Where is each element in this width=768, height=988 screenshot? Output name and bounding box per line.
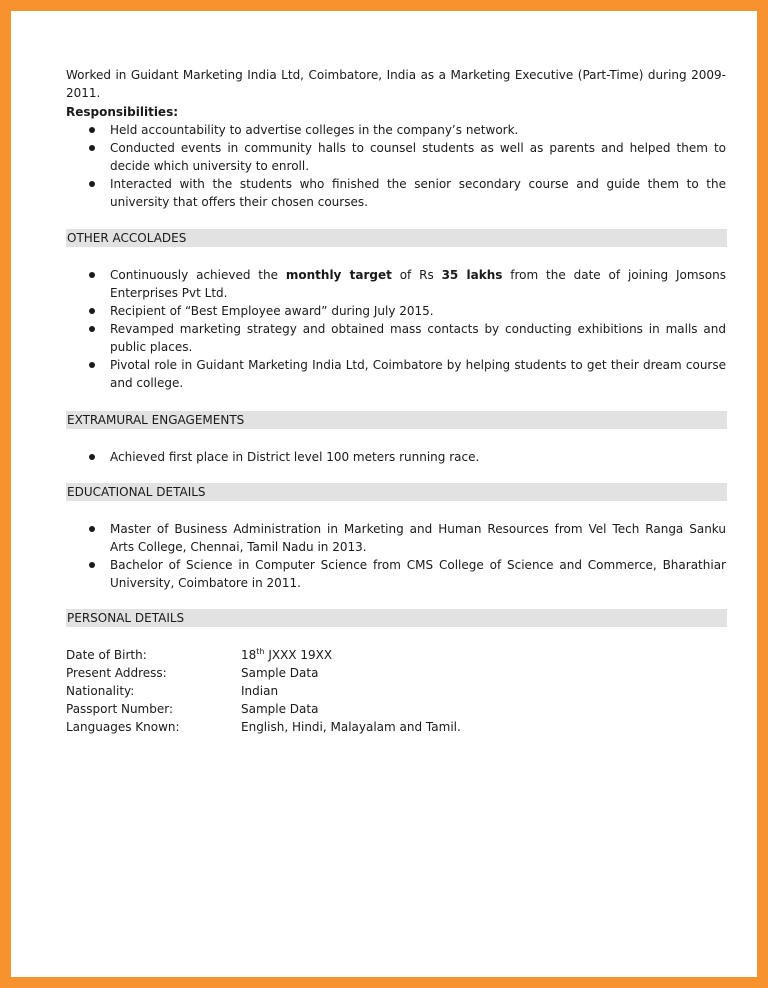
detail-value: Sample Data: [241, 666, 319, 680]
education-list: [66, 520, 726, 592]
list-item: Recipient of “Best Employee award” during July 2015.: [66, 302, 726, 320]
detail-row: [66, 682, 726, 700]
list-item: Conducted events in community halls to counsel students as well as parents and helped them to decide which university to enroll.: [66, 139, 726, 175]
detail-label: Nationality:: [66, 684, 135, 698]
detail-label: Languages Known:: [66, 720, 180, 734]
detail-value: Indian: [241, 684, 279, 698]
detail-row-dob: [66, 646, 726, 664]
bullet-icon: [89, 326, 95, 332]
detail-row: [66, 718, 726, 736]
responsibilities-list: [66, 121, 726, 211]
detail-label: Passport Number:: [66, 702, 174, 716]
list-item: Continuously achieved the monthly target of Rs 35 lakhs from the date of joining Jomsons Enterprises Pvt Ltd.: [66, 266, 726, 302]
detail-label: Date of Birth:: [66, 648, 147, 662]
section-heading-accolades: OTHER ACCOLADES: [66, 229, 727, 247]
detail-row: [66, 664, 726, 682]
detail-row: [66, 700, 726, 718]
bullet-icon: [89, 562, 95, 568]
section-heading-personal: PERSONAL DETAILS: [66, 609, 727, 627]
section-heading-education: EDUCATIONAL DETAILS: [66, 483, 727, 501]
list-item: Revamped marketing strategy and obtained mass contacts by conducting exhibitions in malls and public places.: [66, 320, 726, 356]
bullet-icon: [89, 145, 95, 151]
detail-value: 18th JXXX 19XX: [241, 647, 333, 662]
bullet-icon: [89, 362, 95, 368]
bullet-icon: [89, 272, 95, 278]
detail-value: English, Hindi, Malayalam and Tamil.: [241, 720, 461, 734]
bullet-icon: [89, 526, 95, 532]
responsibilities-heading: Responsibilities:: [66, 105, 179, 119]
list-item: Held accountability to advertise colleges in the company’s network.: [66, 121, 726, 139]
list-item: Achieved first place in District level 100 meters running race.: [66, 448, 726, 466]
detail-value: Sample Data: [241, 702, 319, 716]
experience-intro: Worked in Guidant Marketing India Ltd, Coimbatore, India as a Marketing Executive (Part-Time) during 2009-2011.: [66, 68, 726, 100]
list-item: Bachelor of Science in Computer Science from CMS College of Science and Commerce, Bharathiar University, Coimbatore in 2011.: [66, 556, 726, 592]
list-item: Interacted with the students who finished the senior secondary course and guide them to the university that offers their chosen courses.: [66, 175, 726, 211]
personal-details-table: [66, 646, 726, 736]
bullet-icon: [89, 127, 95, 133]
bullet-icon: [89, 308, 95, 314]
detail-label: Present Address:: [66, 666, 167, 680]
bullet-icon: [89, 181, 95, 187]
section-heading-extramural: EXTRAMURAL ENGAGEMENTS: [66, 411, 727, 429]
list-item: Pivotal role in Guidant Marketing India Ltd, Coimbatore by helping students to get their dream course and college.: [66, 356, 726, 392]
bullet-icon: [89, 454, 95, 460]
accolades-list: [66, 266, 726, 392]
list-item: Master of Business Administration in Marketing and Human Resources from Vel Tech Ranga Sanku Arts College, Chennai, Tamil Nadu in 2013.: [66, 520, 726, 556]
extramural-list: [66, 448, 726, 466]
